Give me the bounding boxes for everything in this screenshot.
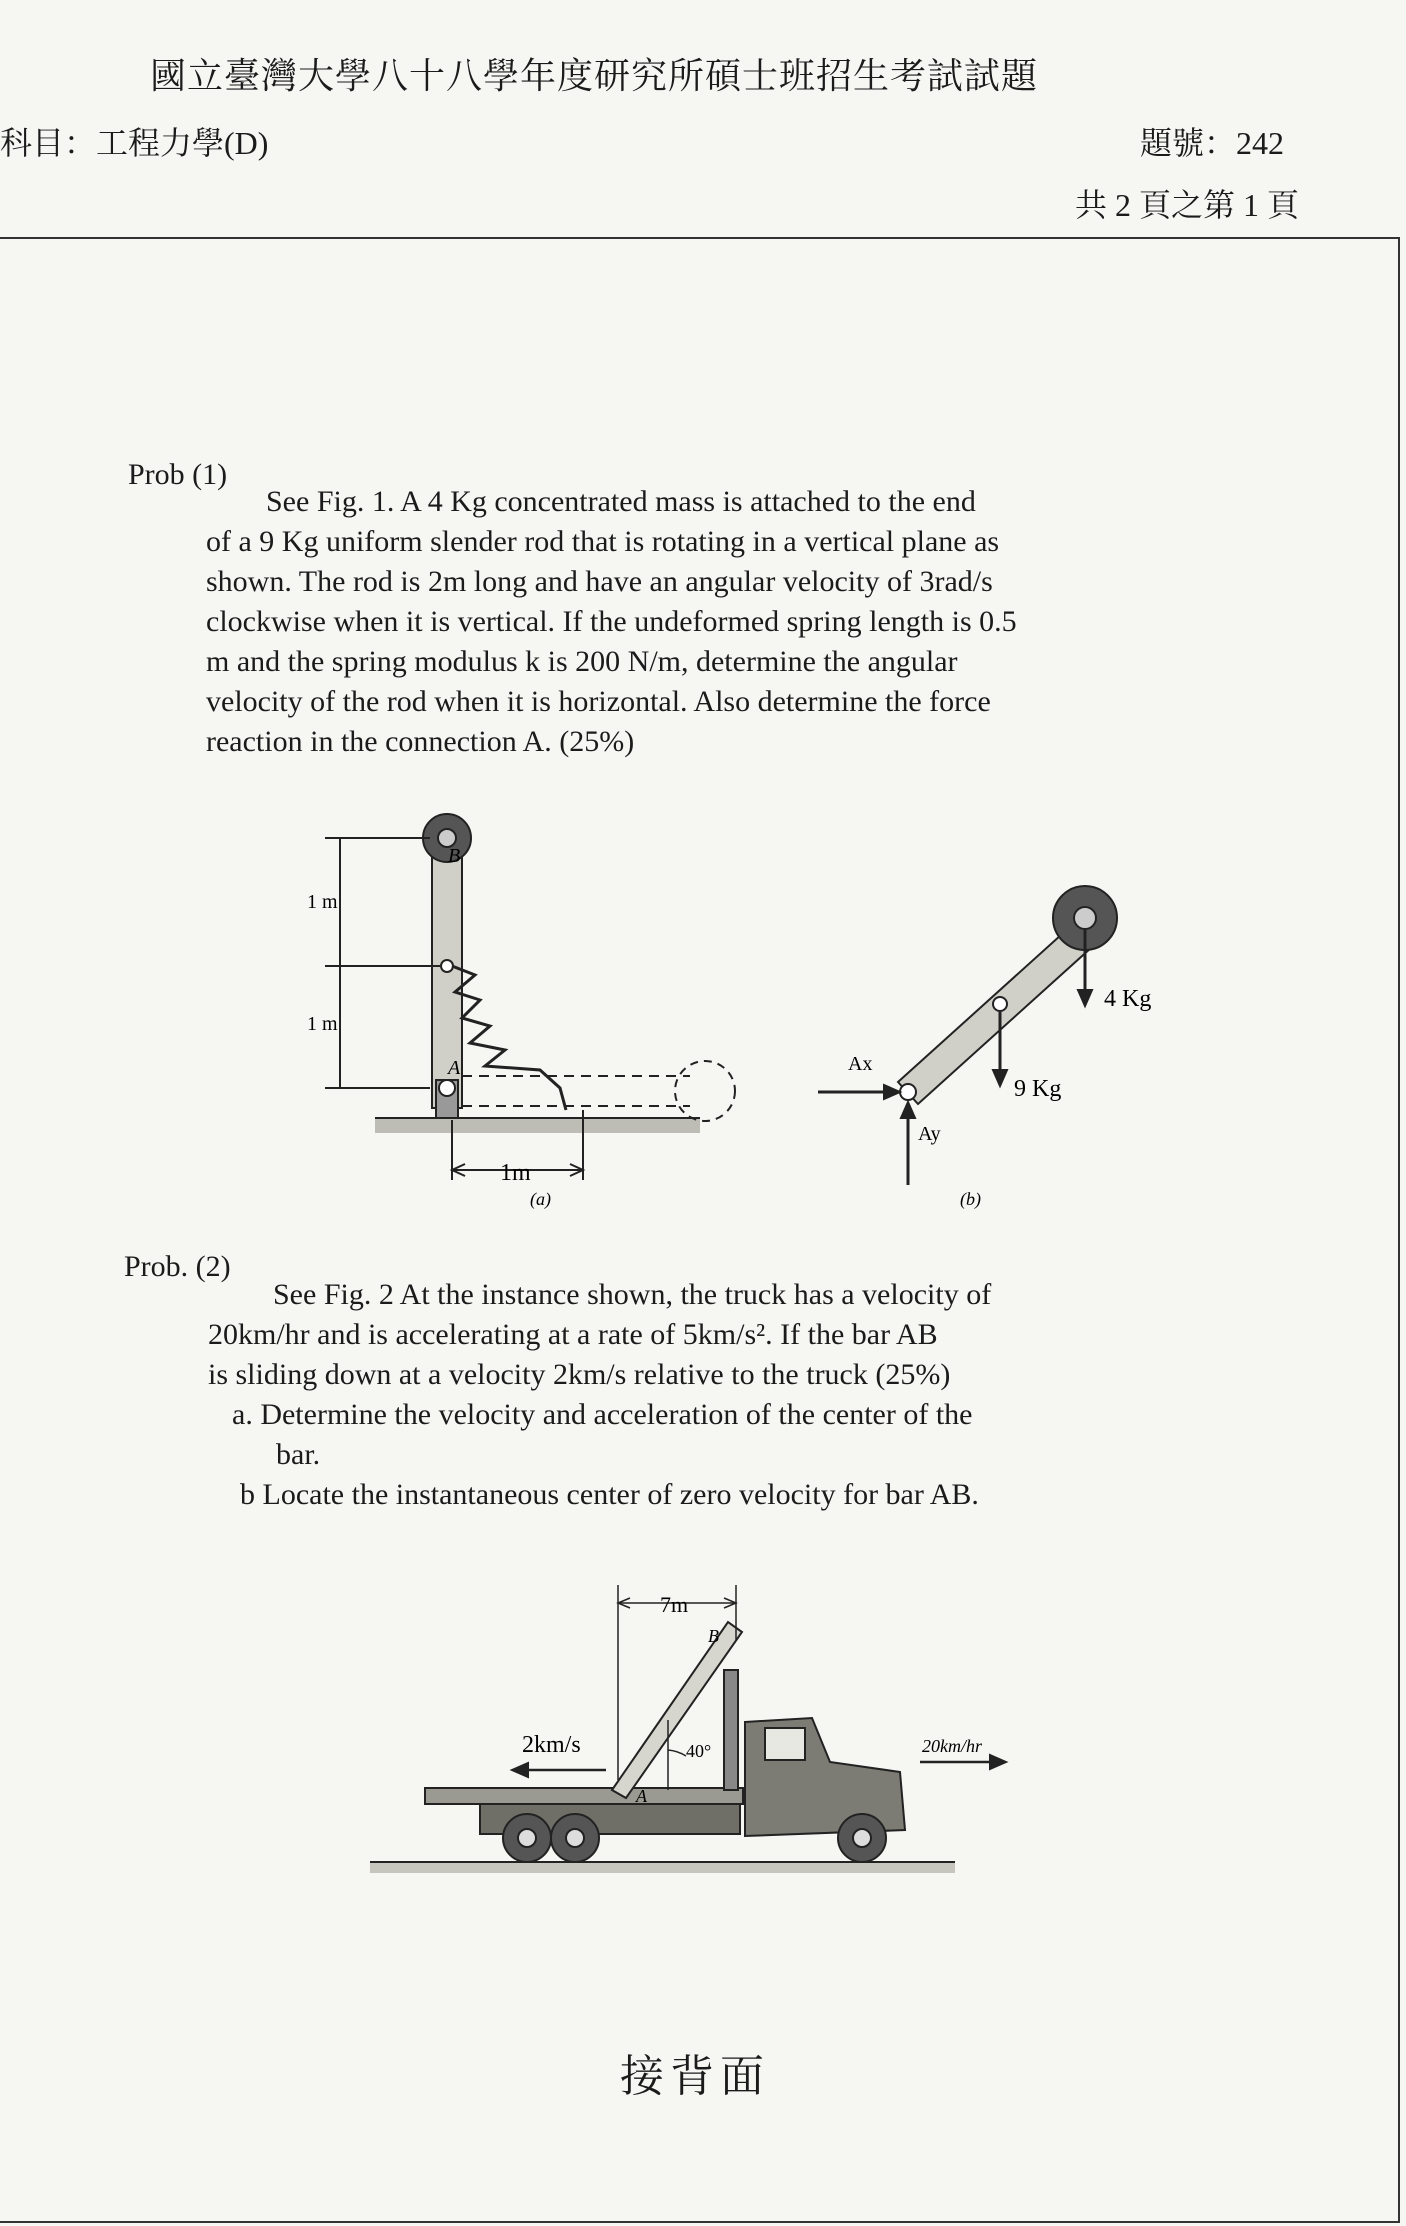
exam-title: 國立臺灣大學八十八學年度研究所碩士班招生考試試題 [150,56,1039,96]
problem2-line: 20km/hr and is accelerating at a rate of 5km/s². If the bar AB [208,1318,938,1351]
bar-ab [612,1622,742,1798]
mass-4kg-label: 4 Kg [1104,986,1152,1012]
problem1-line: m and the spring modulus k is 200 N/m, determine the angular [206,645,958,678]
truck-velocity-label: 20km/hr [922,1736,982,1756]
angle-arc [668,1750,686,1756]
cab-window [765,1728,805,1760]
bar-velocity-label: 2km/s [522,1732,581,1758]
problem2-line: See Fig. 2 At the instance shown, the truck has a velocity of [273,1278,992,1311]
flatbed [425,1788,743,1804]
subject-label: 科目：工程力學(D) [0,125,269,161]
problem1-line: shown. The rod is 2m long and have an angular velocity of 3rad/s [206,565,993,598]
dim-lower: 1 m [307,1013,338,1035]
problem2-item-a-cont: bar. [276,1438,321,1471]
angle-label: 40° [686,1741,712,1761]
question-number: 題號：242 [1140,125,1285,161]
problem2-item-b: b Locate the instantaneous center of zero velocity for bar AB. [240,1478,979,1511]
problem2-line: is sliding down at a velocity 2km/s relative to the truck (25%) [208,1358,951,1391]
point-b-label-2: B [708,1626,719,1646]
problem1-line: See Fig. 1. A 4 Kg concentrated mass is attached to the end [266,485,976,518]
dim-bottom: 1m [500,1160,531,1186]
caption-b: (b) [960,1189,981,1209]
dim-upper: 1 m [307,891,338,913]
footer-note: 接背面 [620,2052,770,2101]
problem2-item-a: a. Determine the velocity and acceleration of the center of the [232,1398,973,1431]
point-b-label: B [448,845,461,867]
caption-a: (a) [530,1189,551,1209]
problem1-line: reaction in the connection A. (25%) [206,725,635,758]
force-ay-label: Ay [918,1123,941,1145]
problem1-label: Prob (1) [128,458,228,491]
page-info: 共 2 頁之第 1 頁 [1075,187,1300,223]
dim-7m-label: 7m [660,1592,689,1617]
problem1-line: of a 9 Kg uniform slender rod that is rotating in a vertical plane as [206,525,1000,558]
problem2-label: Prob. (2) [124,1250,231,1283]
mass-9kg-label: 9 Kg [1014,1076,1062,1102]
headboard-post [724,1670,738,1790]
problem1-line: clockwise when it is vertical. If the undeformed spring length is 0.5 [206,605,1017,638]
force-ax-label: Ax [848,1053,873,1075]
problem1-line: velocity of the rod when it is horizontal. Also determine the force [206,685,991,718]
point-a-label: A [448,1057,461,1079]
point-a-label-2: A [636,1786,647,1806]
